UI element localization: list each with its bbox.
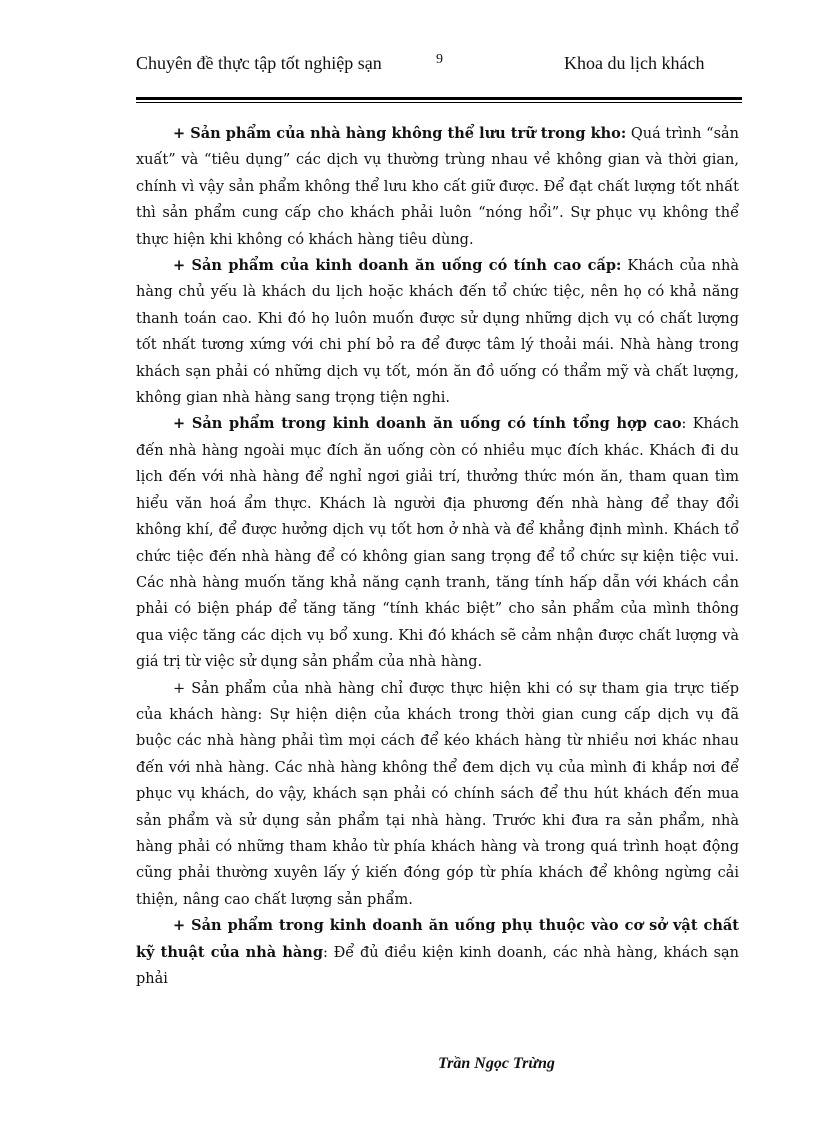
paragraph-premium bbox=[136, 253, 739, 411]
header-rule-thin bbox=[136, 102, 742, 103]
paragraph-text: : Để đủ điều kiện kinh doanh, các nhà hàng, khách sạn phải bbox=[136, 944, 739, 987]
paragraph-text: Quá trình “sản xuất” và “tiêu dụng” các dịch vụ thường trùng nhau về không gian và thời gian, chính vì vậy sản phẩm không thể lưu kho cất giữ được. Để đạt chất lượng tốt nhất thì sản phẩm cung cấp cho khách phải luôn “nóng hổi”. Sự phục vụ không thể thực hiện khi không có khách hàng tiêu dùng. bbox=[136, 126, 739, 248]
paragraph-text: : Khách đến nhà hàng ngoài mục đích ăn uống còn có nhiều mục đích khác. Khách đi du lịch đến với nhà hàng để nghỉ ngơi giải trí, thưởng thức món ăn, tham quan tìm hiểu văn hoá ẩm thực. Khách là người địa phương đến nhà hàng để thay đổi không khí, để được hưởng dịch vụ tốt hơn ở nhà và để khẳng định mình. Khách tổ chức tiệc đến nhà hàng để có không gian sang trọng để tổ chức sự kiện tiệc vui. Các nhà hàng muốn tăng khả năng cạnh tranh, tăng tính hấp dẫn với khách cần phải có biện pháp để tăng tăng “tính khác biệt” cho sản phẩm của mình thông qua việc tăng các dịch vụ bổ xung. Khi đó khách sẽ cảm nhận được chất lượng và giá trị từ việc sử dụng sản phẩm của nhà hàng. bbox=[136, 416, 740, 671]
paragraph-participation bbox=[136, 676, 739, 914]
paragraph-facilities bbox=[136, 913, 739, 992]
paragraph-synthesis bbox=[136, 411, 739, 675]
document-body bbox=[136, 121, 739, 992]
header-right-title: Khoa du lịch khách bbox=[564, 53, 705, 73]
paragraph-text: Khách của nhà hàng chủ yếu là khách du lịch hoặc khách đến tổ chức tiệc, nên họ có khả năng thanh toán cao. Khi đó họ luôn muốn được sử dụng những dịch vụ có chất lượng tốt nhất tương xứng với chi phí bỏ ra để được tâm lý thoải mái. Nhà hàng trong khách sạn phải có những dịch vụ tốt, món ăn đồ uống có thẩm mỹ và chất lượng, không gian nhà hàng sang trọng tiện nghi. bbox=[136, 258, 739, 407]
paragraph-lead: + Sản phẩm của nhà hàng không thể lưu trữ trong kho: bbox=[173, 125, 627, 142]
header-rule-thick bbox=[136, 97, 742, 100]
paragraph-text: + Sản phẩm của nhà hàng chỉ được thực hiện khi có sự tham gia trực tiếp của khách hàng: Sự hiện diện của khách trong thời gian cung cấp dịch vụ đã buộc các nhà hàng phải tìm mọi cách để kéo khách hàng từ nhiều nơi khác nhau đến với nhà hàng. Các nhà hàng không thể đem dịch vụ của mình đi khắp nơi để phục vụ khách, do vậy, khách sạn phải có chính sách để thu hút khách đến mua sản phẩm và sử dụng sản phẩm tại nhà hàng. Trước khi đưa ra sản phẩm, nhà hàng phải có những tham khảo từ phía khách hàng và trong quá trình hoạt động cũng phải thường xuyên lấy ý kiến đóng góp từ phía khách để không ngừng cải thiện, nâng cao chất lượng sản phẩm. bbox=[136, 680, 739, 908]
paragraph-lead: + Sản phẩm của kinh doanh ăn uống có tính cao cấp: bbox=[173, 257, 622, 275]
paragraph-storage bbox=[136, 121, 739, 253]
page-header bbox=[136, 46, 742, 102]
footer-author: Trần Ngọc Trừng bbox=[438, 1055, 555, 1072]
header-left-title: Chuyên đề thực tập tốt nghiệp sạn bbox=[136, 53, 382, 73]
paragraph-lead: + Sản phẩm trong kinh doanh ăn uống phụ thuộc vào cơ sở vật chất kỹ thuật của nhà hàng bbox=[136, 917, 739, 961]
page-number: 9 bbox=[436, 52, 443, 67]
paragraph-lead: + Sản phẩm trong kinh doanh ăn uống có tính tổng hợp cao bbox=[173, 415, 682, 433]
